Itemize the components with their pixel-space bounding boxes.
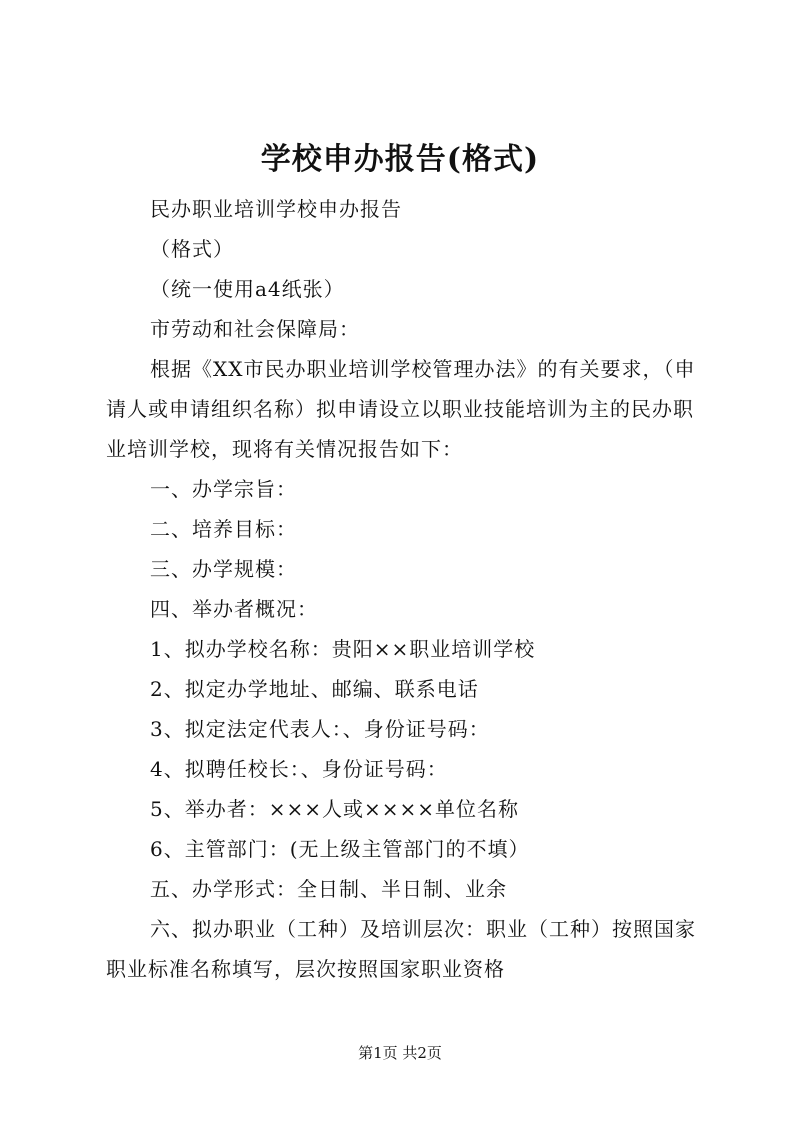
paragraph-intro: 根据《XX市民办职业培训学校管理办法》的有关要求，（申请人或申请组织名称）拟申请设立以职业技能培训为主的民办职业培训学校，现将有关情况报告如下： xyxy=(106,357,696,461)
item-5: 5、举办者：×××人或××××单位名称 xyxy=(150,797,520,821)
item-2: 2、拟定办学地址、邮编、联系电话 xyxy=(150,677,479,701)
section-2: 二、培养目标： xyxy=(150,517,297,541)
item-4: 4、拟聘任校长：、身份证号码： xyxy=(150,757,448,781)
paragraph-paper-note: （统一使用a4纸张） xyxy=(150,277,345,301)
paragraph-subtitle: 民办职业培训学校申办报告 xyxy=(150,197,402,221)
document-title: 学校申办报告(格式) xyxy=(260,142,540,177)
section-3: 三、办学规模： xyxy=(150,557,297,581)
document-body xyxy=(106,189,712,989)
section-5: 五、办学形式：全日制、半日制、业余 xyxy=(150,877,507,901)
paragraph-addressee: 市劳动和社会保障局： xyxy=(150,317,360,341)
section-1: 一、办学宗旨： xyxy=(150,477,297,501)
item-3: 3、拟定法定代表人：、身份证号码： xyxy=(150,717,490,741)
page-footer: 第1页 共2页 xyxy=(358,1044,442,1062)
section-6: 六、拟办职业（工种）及培训层次：职业（工种）按照国家职业标准名称填写，层次按照国家职业资格 xyxy=(106,917,696,981)
item-1: 1、拟办学校名称：贵阳××职业培训学校 xyxy=(150,637,536,661)
paragraph-format-note: （格式） xyxy=(150,237,234,261)
section-4: 四、举办者概况： xyxy=(150,597,318,621)
item-6: 6、主管部门：(无上级主管部门的不填） xyxy=(150,837,530,861)
